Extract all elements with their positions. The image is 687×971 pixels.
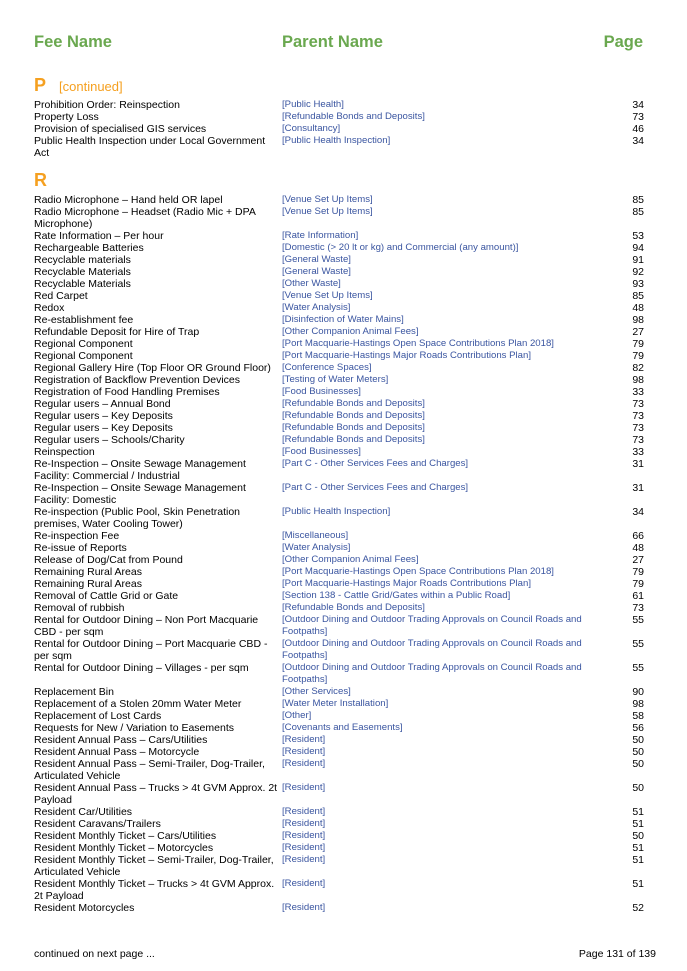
table-row <box>34 554 644 566</box>
page-number-cell: 93 <box>632 278 644 290</box>
page-number-cell: 55 <box>632 614 644 626</box>
parent-name-link[interactable]: [Resident] <box>282 818 326 829</box>
table-row <box>34 614 644 638</box>
table-row <box>34 686 644 698</box>
table-row <box>34 278 644 290</box>
parent-name-link[interactable]: [Resident] <box>282 806 326 817</box>
table-row <box>34 662 644 686</box>
page-number-cell: 48 <box>632 302 644 314</box>
fee-name: Provision of specialised GIS services <box>34 123 207 135</box>
fee-name: Recyclable Materials <box>34 278 131 290</box>
table-row <box>34 710 644 722</box>
table-row <box>34 266 644 278</box>
parent-name-link[interactable]: [Refundable Bonds and Deposits] <box>282 398 425 409</box>
parent-name-link[interactable]: [Other Companion Animal Fees] <box>282 326 419 337</box>
fee-name: Registration of Backflow Prevention Devices <box>34 374 241 386</box>
page-number-cell: 50 <box>632 830 644 842</box>
parent-name-link[interactable]: [Resident] <box>282 758 326 769</box>
fee-name: Regional Gallery Hire (Top Floor OR Ground Floor) <box>34 362 271 374</box>
table-row <box>34 326 644 338</box>
table-row <box>34 506 644 530</box>
parent-name-link[interactable]: [General Waste] <box>282 266 351 277</box>
parent-name-link[interactable]: [Miscellaneous] <box>282 530 349 541</box>
table-row <box>34 698 644 710</box>
parent-name-link[interactable]: [Refundable Bonds and Deposits] <box>282 111 425 122</box>
fee-name: Prohibition Order: Reinspection <box>34 99 180 111</box>
table-row <box>34 290 644 302</box>
parent-name-link[interactable]: [Outdoor Dining and Outdoor Trading Approvals on Council Roads and Footpaths] <box>282 638 582 661</box>
section-letter: R <box>34 170 47 190</box>
table-row <box>34 99 644 111</box>
page-number-cell: 31 <box>632 458 644 470</box>
page-footer <box>34 948 656 960</box>
page-number-cell: 56 <box>632 722 644 734</box>
fee-name: Replacement of Lost Cards <box>34 710 162 722</box>
table-row <box>34 746 644 758</box>
parent-name-link[interactable]: [Resident] <box>282 902 326 913</box>
parent-name-link[interactable]: [General Waste] <box>282 254 351 265</box>
fee-name: Regular users – Annual Bond <box>34 398 171 410</box>
fee-name: Recyclable materials <box>34 254 131 266</box>
table-row <box>34 566 644 578</box>
parent-name-link[interactable]: [Venue Set Up Items] <box>282 290 373 301</box>
parent-name-link[interactable]: [Domestic (> 20 lt or kg) and Commercial (any amount)] <box>282 242 519 253</box>
page-number-cell: 79 <box>632 338 644 350</box>
fee-name: Red Carpet <box>34 290 88 302</box>
parent-name-link[interactable]: [Covenants and Easements] <box>282 722 403 733</box>
fee-name: Removal of rubbish <box>34 602 125 614</box>
page-number-cell: 73 <box>632 111 644 123</box>
column-headers <box>0 33 687 57</box>
parent-name-link[interactable]: [Testing of Water Meters] <box>282 374 389 385</box>
table-row <box>34 314 644 326</box>
parent-name-link[interactable]: [Refundable Bonds and Deposits] <box>282 602 425 613</box>
fee-name: Recyclable Materials <box>34 266 131 278</box>
fee-name: Rechargeable Batteries <box>34 242 144 254</box>
parent-name-link[interactable]: [Port Macquarie-Hastings Open Space Contributions Plan 2018] <box>282 338 554 349</box>
page-number-cell: 31 <box>632 482 644 494</box>
fee-name: Regional Component <box>34 350 133 362</box>
table-row <box>34 374 644 386</box>
table-row <box>34 638 644 662</box>
parent-name-link[interactable]: [Venue Set Up Items] <box>282 194 373 205</box>
section-letter: P <box>34 75 47 95</box>
fee-name: Public Health Inspection under Local Government Act <box>34 135 266 159</box>
section-p <box>34 75 644 159</box>
fee-name: Resident Annual Pass – Trucks > 4t GVM Approx. 2t Payload <box>34 782 278 806</box>
parent-name-link[interactable]: [Resident] <box>282 782 326 793</box>
page-number-cell: 58 <box>632 710 644 722</box>
page-number-cell: 85 <box>632 290 644 302</box>
parent-name-link[interactable]: [Water Meter Installation] <box>282 698 389 709</box>
table-row <box>34 350 644 362</box>
parent-name-link[interactable]: [Public Health Inspection] <box>282 135 391 146</box>
fee-name: Replacement Bin <box>34 686 114 698</box>
fee-name: Requests for New / Variation to Easements <box>34 722 234 734</box>
page-number-cell: 51 <box>632 806 644 818</box>
parent-name-link[interactable]: [Resident] <box>282 854 326 865</box>
parent-name-link[interactable]: [Other] <box>282 710 312 721</box>
parent-name-link[interactable]: [Refundable Bonds and Deposits] <box>282 422 425 433</box>
table-row <box>34 530 644 542</box>
parent-name-link[interactable]: [Port Macquarie-Hastings Open Space Contributions Plan 2018] <box>282 566 554 577</box>
parent-name-link[interactable]: [Refundable Bonds and Deposits] <box>282 434 425 445</box>
parent-name-header: Parent Name <box>282 33 383 51</box>
page-number-cell: 73 <box>632 434 644 446</box>
table-row <box>34 818 644 830</box>
page-number-cell: 73 <box>632 602 644 614</box>
page-number-cell: 34 <box>632 135 644 147</box>
fee-name: Regular users – Key Deposits <box>34 422 173 434</box>
parent-name-link[interactable]: [Conference Spaces] <box>282 362 372 373</box>
parent-name-link[interactable]: [Section 138 - Cattle Grid/Gates within a Public Road] <box>282 590 511 601</box>
page-number-cell: 66 <box>632 530 644 542</box>
parent-name-link[interactable]: [Consultancy] <box>282 123 341 134</box>
table-row <box>34 758 644 782</box>
table-row <box>34 254 644 266</box>
page-number-cell: 91 <box>632 254 644 266</box>
fee-name: Resident Motorcycles <box>34 902 135 914</box>
section-heading <box>34 75 644 99</box>
page-number-cell: 51 <box>632 854 644 866</box>
fee-name: Resident Annual Pass – Motorcycle <box>34 746 200 758</box>
parent-name-link[interactable]: [Food Businesses] <box>282 386 361 397</box>
parent-name-link[interactable]: [Resident] <box>282 842 326 853</box>
fee-name: Release of Dog/Cat from Pound <box>34 554 183 566</box>
page-number-cell: 34 <box>632 506 644 518</box>
table-row <box>34 902 644 914</box>
table-row <box>34 362 644 374</box>
parent-name-link[interactable]: [Other Companion Animal Fees] <box>282 554 419 565</box>
page-number-cell: 73 <box>632 398 644 410</box>
section-heading <box>34 170 644 194</box>
page-number-cell: 52 <box>632 902 644 914</box>
page-number-cell: 46 <box>632 123 644 135</box>
parent-name-link[interactable]: [Other Services] <box>282 686 351 697</box>
parent-name-link[interactable]: [Food Businesses] <box>282 446 361 457</box>
parent-name-link[interactable]: [Resident] <box>282 830 326 841</box>
fee-name: Remaining Rural Areas <box>34 566 142 578</box>
table-row <box>34 194 644 206</box>
parent-name-link[interactable]: [Other Waste] <box>282 278 341 289</box>
fee-name: Regular users – Key Deposits <box>34 410 173 422</box>
parent-name-link[interactable]: [Water Analysis] <box>282 542 351 553</box>
table-row <box>34 602 644 614</box>
page-number-cell: 92 <box>632 266 644 278</box>
fee-name: Re-inspection Fee <box>34 530 120 542</box>
page-number-cell: 33 <box>632 446 644 458</box>
fee-name: Redox <box>34 302 65 314</box>
parent-name-link[interactable]: [Outdoor Dining and Outdoor Trading Approvals on Council Roads and Footpaths] <box>282 614 582 637</box>
table-row <box>34 878 644 902</box>
page-number-cell: 55 <box>632 638 644 650</box>
page-number-cell: 85 <box>632 194 644 206</box>
table-row <box>34 578 644 590</box>
fee-name: Radio Microphone – Hand held OR lapel <box>34 194 223 206</box>
table-row <box>34 242 644 254</box>
fee-name: Re-inspection (Public Pool, Skin Penetration premises, Water Cooling Tower) <box>34 506 241 530</box>
fee-name: Refundable Deposit for Hire of Trap <box>34 326 200 338</box>
page-number-cell: 27 <box>632 326 644 338</box>
page-number-cell: 53 <box>632 230 644 242</box>
fee-name: Replacement of a Stolen 20mm Water Meter <box>34 698 242 710</box>
table-row <box>34 482 644 506</box>
parent-name-link[interactable]: [Disinfection of Water Mains] <box>282 314 404 325</box>
fee-name: Registration of Food Handling Premises <box>34 386 220 398</box>
table-row <box>34 854 644 878</box>
table-row <box>34 386 644 398</box>
fee-name: Re-establishment fee <box>34 314 134 326</box>
page-number-cell: 27 <box>632 554 644 566</box>
table-row <box>34 302 644 314</box>
page-number-cell: 51 <box>632 878 644 890</box>
page-number-cell: 85 <box>632 206 644 218</box>
page-number-cell: 79 <box>632 566 644 578</box>
table-row <box>34 722 644 734</box>
table-row <box>34 230 644 242</box>
table-row <box>34 806 644 818</box>
page-number-cell: 34 <box>632 99 644 111</box>
page-number-cell: 79 <box>632 578 644 590</box>
parent-name-link[interactable]: [Public Health] <box>282 99 344 110</box>
page-number-cell: 55 <box>632 662 644 674</box>
fee-name: Regular users – Schools/Charity <box>34 434 185 446</box>
parent-name-link[interactable]: [Outdoor Dining and Outdoor Trading Approvals on Council Roads and Footpaths] <box>282 662 582 685</box>
table-row <box>34 446 644 458</box>
page-number-cell: 50 <box>632 734 644 746</box>
fee-name: Resident Monthly Ticket – Cars/Utilities <box>34 830 217 842</box>
parent-name-link[interactable]: [Part C - Other Services Fees and Charges] <box>282 482 469 493</box>
fee-name: Rate Information – Per hour <box>34 230 164 242</box>
continued-note: continued on next page ... <box>34 948 155 960</box>
fee-name-header: Fee Name <box>34 33 112 51</box>
page-number-cell: 98 <box>632 314 644 326</box>
page-number-cell: 73 <box>632 410 644 422</box>
parent-name-link[interactable]: [Port Macquarie-Hastings Major Roads Contributions Plan] <box>282 350 532 361</box>
page-header: Page <box>603 33 643 51</box>
continued-label: [continued] <box>59 79 123 94</box>
page-number-cell: 51 <box>632 842 644 854</box>
page-number-cell: 50 <box>632 758 644 770</box>
parent-name-link[interactable]: [Water Analysis] <box>282 302 351 313</box>
fee-name: Resident Monthly Ticket – Trucks > 4t GVM Approx. 2t Payload <box>34 878 275 902</box>
parent-name-link[interactable]: [Port Macquarie-Hastings Major Roads Contributions Plan] <box>282 578 532 589</box>
fee-name: Re-Inspection – Onsite Sewage Management Facility: Domestic <box>34 482 246 506</box>
page-number-cell: 94 <box>632 242 644 254</box>
fee-name: Removal of Cattle Grid or Gate <box>34 590 179 602</box>
fee-name: Rental for Outdoor Dining – Non Port Macquarie CBD - per sqm <box>34 614 259 638</box>
page-number-cell: 48 <box>632 542 644 554</box>
fee-name: Radio Microphone – Headset (Radio Mic + DPA Microphone) <box>34 206 256 230</box>
table-row <box>34 458 644 482</box>
page-number-cell: 50 <box>632 782 644 794</box>
table-row <box>34 422 644 434</box>
page-number-cell: 90 <box>632 686 644 698</box>
table-row <box>34 542 644 554</box>
table-row <box>34 434 644 446</box>
page-number-cell: 50 <box>632 746 644 758</box>
page-number-cell: 73 <box>632 422 644 434</box>
table-row <box>34 410 644 422</box>
table-row <box>34 734 644 746</box>
page-number-cell: 79 <box>632 350 644 362</box>
fee-name: Re-issue of Reports <box>34 542 127 554</box>
fee-name: Resident Annual Pass – Semi-Trailer, Dog-Trailer, Articulated Vehicle <box>34 758 265 782</box>
fee-name: Remaining Rural Areas <box>34 578 142 590</box>
table-row <box>34 206 644 230</box>
table-row <box>34 590 644 602</box>
table-row <box>34 398 644 410</box>
fee-name: Re-Inspection – Onsite Sewage Management Facility: Commercial / Industrial <box>34 458 246 482</box>
table-row <box>34 338 644 350</box>
fee-name: Resident Car/Utilities <box>34 806 133 818</box>
page-number-cell: 98 <box>632 374 644 386</box>
fee-name: Resident Annual Pass – Cars/Utilities <box>34 734 208 746</box>
page-number-cell: 98 <box>632 698 644 710</box>
fee-name: Regional Component <box>34 338 133 350</box>
table-row <box>34 135 644 159</box>
fee-name: Resident Caravans/Trailers <box>34 818 161 830</box>
page-number: Page 131 of 139 <box>578 948 656 960</box>
page-number-cell: 33 <box>632 386 644 398</box>
table-row <box>34 830 644 842</box>
parent-name-link[interactable]: [Rate Information] <box>282 230 359 241</box>
fee-name: Rental for Outdoor Dining – Villages - per sqm <box>34 662 249 674</box>
table-row <box>34 111 644 123</box>
fee-name: Resident Monthly Ticket – Semi-Trailer, Dog-Trailer, Articulated Vehicle <box>34 854 274 878</box>
fee-name: Resident Monthly Ticket – Motorcycles <box>34 842 214 854</box>
parent-name-link[interactable]: [Resident] <box>282 746 326 757</box>
fee-name: Rental for Outdoor Dining – Port Macquarie CBD - per sqm <box>34 638 268 662</box>
page-number-cell: 51 <box>632 818 644 830</box>
fee-name: Reinspection <box>34 446 95 458</box>
parent-name-link[interactable]: [Refundable Bonds and Deposits] <box>282 410 425 421</box>
parent-name-link[interactable]: [Part C - Other Services Fees and Charges] <box>282 458 469 469</box>
fee-name: Property Loss <box>34 111 99 123</box>
page-number-cell: 61 <box>632 590 644 602</box>
parent-name-link[interactable]: [Resident] <box>282 878 326 889</box>
table-row <box>34 782 644 806</box>
table-row <box>34 842 644 854</box>
parent-name-link[interactable]: [Venue Set Up Items] <box>282 206 373 217</box>
parent-name-link[interactable]: [Resident] <box>282 734 326 745</box>
section-r <box>34 170 644 914</box>
table-row <box>34 123 644 135</box>
page-number-cell: 82 <box>632 362 644 374</box>
parent-name-link[interactable]: [Public Health Inspection] <box>282 506 391 517</box>
